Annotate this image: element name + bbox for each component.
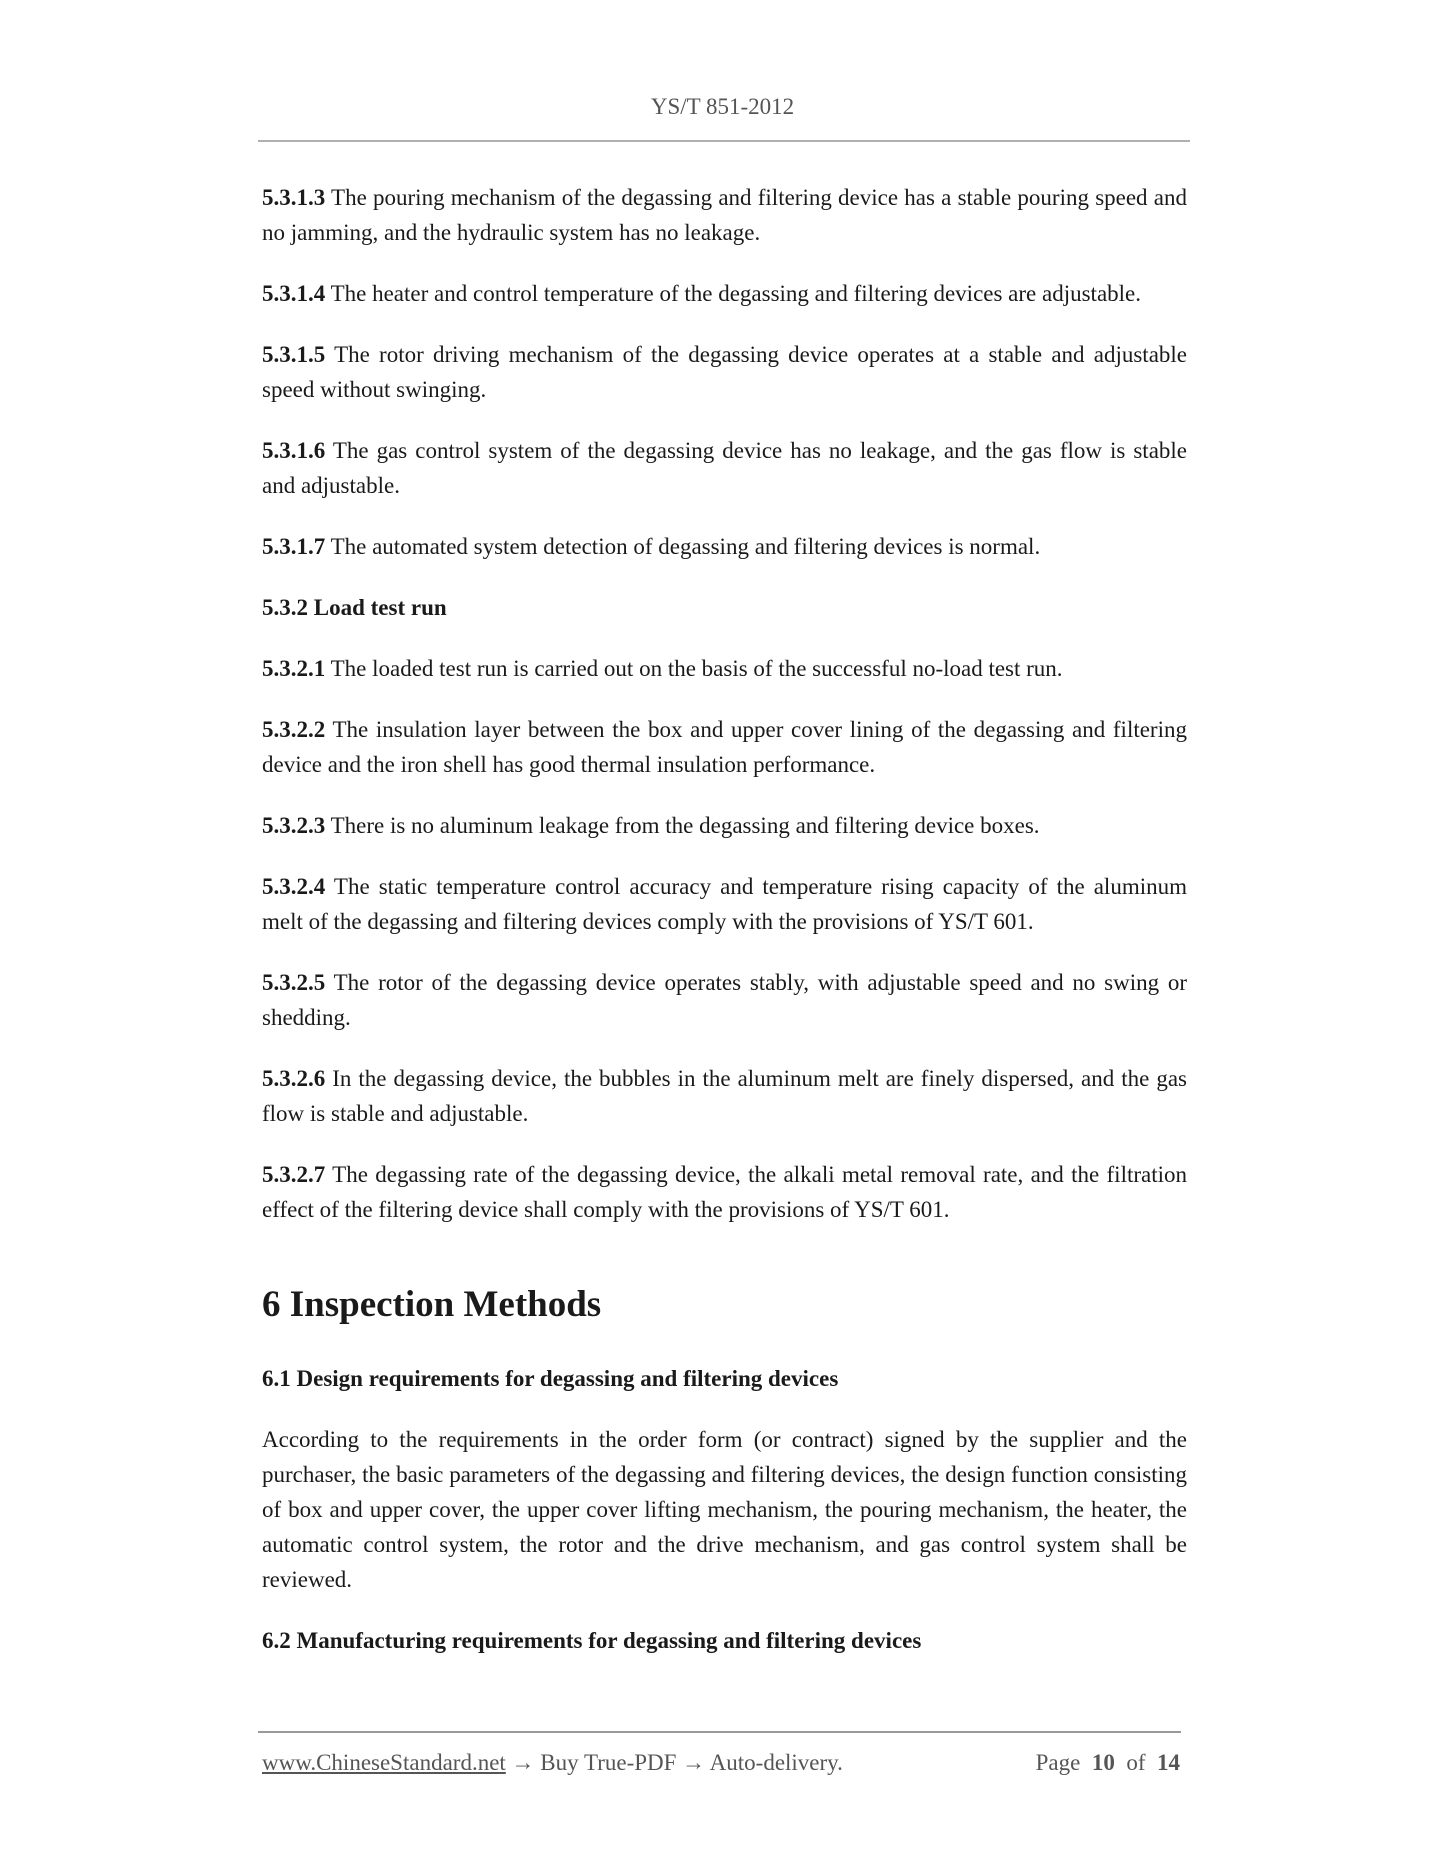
clause-5-3-2-5 [262,965,1187,1035]
document-header: YS/T 851-2012 [650,94,795,119]
clause-5-3-1-6 [262,433,1187,503]
clause-number: 5.3.2.3 [262,813,326,838]
page-footer [262,1750,1180,1776]
clause-text: The rotor of the degassing device operates stably, with adjustable speed and no swing or shedding. [262,970,1187,1030]
clause-number: 5.3.1.5 [262,342,326,367]
clause-text: In the degassing device, the bubbles in the aluminum melt are finely dispersed, and the gas flow is stable and adjustable. [262,1066,1188,1126]
clauses-5-3-1 [262,180,1187,564]
clause-text: The automated system detection of degassing and filtering devices is normal. [330,534,1041,559]
clause-5-3-1-3 [262,180,1187,250]
page-number: Page 10 of 14 [1035,1750,1180,1775]
clause-text: The static temperature control accuracy and temperature rising capacity of the aluminum melt of the degassing and filtering devices comply with the provisions of YS/T 601. [262,874,1187,934]
clause-number: 5.3.2.4 [262,874,326,899]
clause-number: 5.3.2.1 [262,656,326,681]
clause-text: There is no aluminum leakage from the degassing and filtering device boxes. [330,813,1040,838]
clause-text: The gas control system of the degassing device has no leakage, and the gas flow is stable and adjustable. [262,438,1187,498]
footer-divider [258,1731,1181,1733]
clause-number: 5.3.2.5 [262,970,326,995]
clause-number: 5.3.1.3 [262,185,326,210]
section-heading-6-2: 6.2 Manufacturing requirements for degassing and filtering devices [262,1628,922,1653]
clause-text: The heater and control temperature of the degassing and filtering devices are adjustable. [330,281,1142,306]
clause-number: 5.3.1.6 [262,438,326,463]
clause-5-3-2-6 [262,1061,1187,1131]
clause-5-3-1-4 [262,276,1187,311]
website-link[interactable]: www.ChineseStandard.net [262,1750,506,1775]
clause-5-3-2-3 [262,808,1187,843]
clause-5-3-2-4 [262,869,1187,939]
clause-number: 5.3.1.4 [262,281,326,306]
paragraph-6-1: According to the requirements in the order form (or contract) signed by the supplier and the purchaser, the basic parameters of the degassing and filtering devices, the design function consisting of box and upper cover, the upper cover lifting mechanism, the pouring mechanism, the heater, the automatic control system, the rotor and the drive mechanism, and gas control system shall be reviewed. [262,1427,1187,1592]
header-divider [258,140,1190,142]
clause-text: The loaded test run is carried out on the basis of the successful no-load test run. [330,656,1063,681]
clause-5-3-2-1 [262,651,1187,686]
clause-text: The insulation layer between the box and upper cover lining of the degassing and filtering device and the iron shell has good thermal insulation performance. [262,717,1187,777]
clause-text: The degassing rate of the degassing device, the alkali metal removal rate, and the filtration effect of the filtering device shall comply with the provisions of YS/T 601. [262,1162,1188,1222]
clause-5-3-2-7 [262,1157,1187,1227]
clauses-5-3-2 [262,651,1187,1227]
clause-number: 5.3.1.7 [262,534,326,559]
clause-number: 5.3.2.7 [262,1162,326,1187]
chapter-heading-6: 6 Inspection Methods [262,1284,602,1325]
document-body [262,180,1187,1684]
clause-number: 5.3.2.6 [262,1066,326,1091]
clause-5-3-2-2 [262,712,1187,782]
section-heading-5-3-2: 5.3.2 Load test run [262,595,447,620]
clause-text: The rotor driving mechanism of the degassing device operates at a stable and adjustable speed without swinging. [262,342,1188,402]
clause-text: The pouring mechanism of the degassing and filtering device has a stable pouring speed and no jamming, and the hydraulic system has no leakage. [262,185,1187,245]
clause-5-3-1-5 [262,337,1187,407]
section-heading-6-1: 6.1 Design requirements for degassing and filtering devices [262,1366,839,1391]
clause-5-3-1-7 [262,529,1187,564]
footer-tagline: → Buy True-PDF → Auto-delivery. [505,1750,843,1775]
clause-number: 5.3.2.2 [262,717,326,742]
